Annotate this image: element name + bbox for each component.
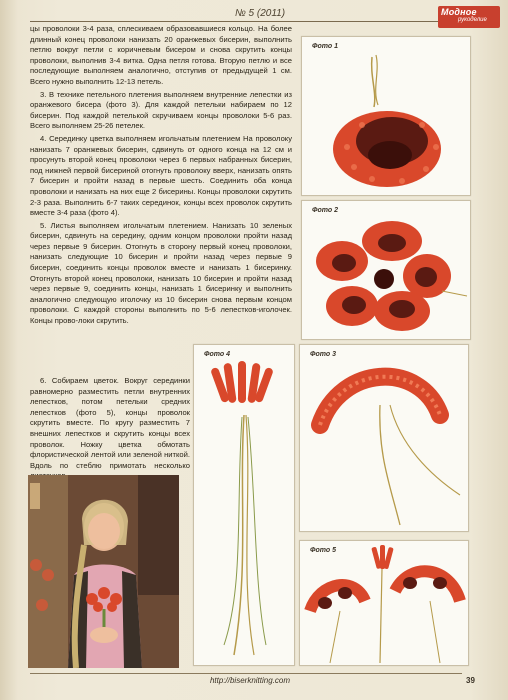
footer-url: http://biserknitting.com: [209, 676, 291, 685]
paragraph-step-4: 4. Серединку цветка выполняем игольчатым плетением На проволоку нанизать 7 оранжевых бисерин, сдвинуть от одного конца на 12 см и просунуть второй конец проволоки через 6 первых набранных бисерин, под нижней первой бисериной отогнуть проволоку вверх, нанизать опять 7 бисерин и пройти назад в первые шесть. Соединить оба конца проволоки и нанизать на них еще 2 бисерины. Концы проволоки скрутить 2-3 раза. Выполнить 6-7 таких серединок, концы всех проволок скрутить вместе 3-4 раза (фото 4).: [30, 133, 292, 218]
photo-2-frame: [301, 200, 471, 340]
paragraph-step-5: 5. Листья выполняем игольчатым плетением. Нанизать 10 зеленых бисерин, сдвинуть на середину, одним концом проволоки пройти назад через первые 9 бисерин. Отогнуть в сторону первый конец проволоки, нанизать следующие 10 бисерин и пройти назад через первые 9 бисерин, соединить концы проволок вместе и нанизать 1 бисеринку. Отогнуть второй конец проволоки, нанизать 10 бисерин и пройти назад через первые 9, соединить концы, нанизать 1 бисеринку и выполнить аналогично следующую иголочку из 10 бисерин снова первым концом проволоки. С каждой стороны выполнить по 5-6 лепестков-иголочек. Концы прово-локи скрутить.: [30, 220, 292, 326]
article-text: [30, 24, 292, 329]
photo-3-frame: [299, 344, 469, 532]
article-text-wrapped: [30, 376, 190, 482]
magazine-logo: [438, 6, 500, 28]
author-portrait-photo: [28, 475, 179, 668]
footer-rule: [30, 673, 462, 674]
photo-5-label: Фото 5: [310, 547, 336, 554]
photo-5-frame: [299, 540, 469, 666]
paragraph-continued: цы проволоки 3-4 раза, сплескиваем образовавшиеся кольцо. На более длинный конец проволоки нанизать 20 оранжевых бисерин, выполнить петлю вокруг петли с коричневым бисером и снова скрутить концы проволоки, выполнив 3-4 витка. Одна петля готова. Вторую петлю и все последующие выполняем аналогично, отступив от предыдущей 1 см. Всего нужно выполнить 12-13 петель.: [30, 24, 292, 86]
beaded-arc-photo: [300, 345, 468, 531]
photo-3-label: Фото 3: [310, 351, 336, 358]
beaded-stem-photo: [194, 345, 294, 665]
photo-4-label: Фото 4: [204, 351, 230, 358]
photo-4-frame: [193, 344, 295, 666]
photo-1-frame: [301, 36, 471, 196]
beaded-ring-photo: [302, 37, 470, 195]
photo-1-label: Фото 1: [312, 43, 338, 50]
woman-holding-bouquet-image: [28, 475, 179, 668]
beaded-assembly-photo: [300, 541, 468, 665]
page-number: 39: [466, 676, 475, 685]
header-rule: [30, 21, 462, 22]
logo-title: Модное: [441, 7, 477, 17]
beaded-flower-petals-photo: [302, 201, 470, 339]
logo-subtitle: рукоделие: [458, 17, 487, 23]
paragraph-step-3: 3. В технике петельного плетения выполняем внутренние лепестки из оранжевого бисера (фото 3). Для каждой петельки набираем по 12 бисерин. Под каждой петелькой скручиваем концы проволоки 5-6 раз. Всего выполняем 25-26 петелек.: [30, 89, 292, 131]
issue-number: № 5 (2011): [234, 8, 286, 19]
paragraph-step-6: 6. Собираем цветок. Вокруг серединки равномерно разместить петли внутренних лепестков, потом петельки средних лепестков (фото 5), концы проволок скрутить вместе. По кругу разместить 7 внешних лепестков и скрутить концы всех проволок. Ножку цветка обмотать флористической лентой или зеленой ниткой. Вдоль по стеблю примотать несколько: [30, 376, 190, 470]
photo-2-label: Фото 2: [312, 207, 338, 214]
